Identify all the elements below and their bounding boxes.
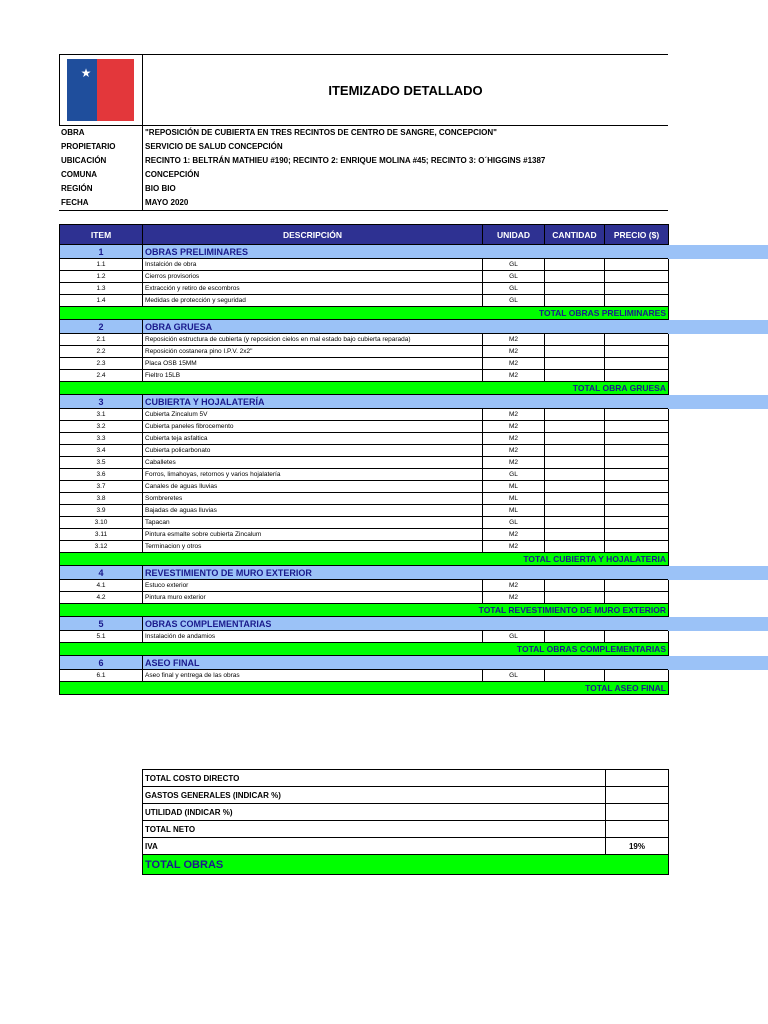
item-number: 3.1 (60, 409, 143, 421)
section-total-row (60, 382, 669, 395)
item-unit: GL (483, 271, 545, 283)
table-row (60, 493, 669, 505)
item-number: 3.5 (60, 457, 143, 469)
info-row (59, 182, 668, 196)
items-table (59, 224, 669, 695)
item-description: Tapacan (143, 517, 483, 529)
item-unit: GL (483, 283, 545, 295)
col-header-description: DESCRIPCIÓN (143, 225, 483, 245)
info-label: FECHA (61, 198, 89, 207)
item-quantity (545, 283, 605, 295)
item-description: Placa OSB 15MM (143, 358, 483, 370)
info-label: REGIÓN (61, 184, 93, 193)
item-quantity (545, 469, 605, 481)
item-unit: ML (483, 493, 545, 505)
summary-label: UTILIDAD (INDICAR %) (143, 804, 606, 821)
item-description: Sombreretes (143, 493, 483, 505)
item-price (605, 334, 669, 346)
summary-body (143, 770, 669, 875)
item-unit: M2 (483, 370, 545, 382)
item-number: 4.1 (60, 580, 143, 592)
title-box (142, 54, 668, 126)
item-number: 3.7 (60, 481, 143, 493)
col-header-price: PRECIO ($) (605, 225, 669, 245)
summary-label: GASTOS GENERALES (INDICAR %) (143, 787, 606, 804)
item-price (605, 481, 669, 493)
section-row-extension (668, 617, 768, 631)
item-unit: M2 (483, 529, 545, 541)
section-name: REVESTIMIENTO DE MURO EXTERIOR (143, 566, 669, 580)
item-unit: GL (483, 469, 545, 481)
item-price (605, 505, 669, 517)
info-value: CONCEPCIÓN (145, 170, 200, 179)
item-quantity (545, 631, 605, 643)
item-unit: GL (483, 631, 545, 643)
section-number: 4 (60, 566, 143, 580)
item-price (605, 529, 669, 541)
item-price (605, 631, 669, 643)
table-row (60, 529, 669, 541)
summary-row (143, 821, 669, 838)
section-row-extension (668, 395, 768, 409)
summary-label: TOTAL COSTO DIRECTO (143, 770, 606, 787)
item-quantity (545, 421, 605, 433)
info-row (59, 126, 668, 140)
summary-row (143, 770, 669, 787)
item-unit: M2 (483, 592, 545, 604)
section-total-row (60, 643, 669, 656)
info-bottom-border (59, 210, 668, 211)
item-unit: M2 (483, 445, 545, 457)
section-total-label: TOTAL CUBIERTA Y HOJALATERIA (60, 553, 669, 566)
summary-row (143, 787, 669, 804)
col-header-item: ITEM (60, 225, 143, 245)
item-description: Forros, limahoyas, retornos y varios hojalatería (143, 469, 483, 481)
table-row (60, 445, 669, 457)
section-total-label: TOTAL ASEO FINAL (60, 682, 669, 695)
item-unit: ML (483, 481, 545, 493)
info-label: UBICACIÓN (61, 156, 107, 165)
item-unit: M2 (483, 433, 545, 445)
summary-label: IVA (143, 838, 606, 855)
summary-value (606, 804, 669, 821)
item-quantity (545, 481, 605, 493)
info-value: RECINTO 1: BELTRÁN MATHIEU #190; RECINTO 2: ENRIQUE MOLINA #45; RECINTO 3: O´HIGGINS #1387 (145, 156, 546, 165)
section-row-extension (668, 245, 768, 259)
table-row (60, 457, 669, 469)
item-description: Cubierta policarbonato (143, 445, 483, 457)
item-description: Estuco exterior (143, 580, 483, 592)
item-number: 3.9 (60, 505, 143, 517)
grand-total-label: TOTAL OBRAS (143, 855, 669, 875)
section-total-label: TOTAL OBRA GRUESA (60, 382, 669, 395)
info-label: PROPIETARIO (61, 142, 116, 151)
summary-value (606, 821, 669, 838)
table-row (60, 295, 669, 307)
item-number: 1.4 (60, 295, 143, 307)
item-price (605, 370, 669, 382)
section-number: 2 (60, 320, 143, 334)
item-number: 1.2 (60, 271, 143, 283)
item-price (605, 409, 669, 421)
item-description: Bajadas de aguas lluvias (143, 505, 483, 517)
item-quantity (545, 358, 605, 370)
col-header-quantity: CANTIDAD (545, 225, 605, 245)
table-row (60, 346, 669, 358)
item-unit: M2 (483, 358, 545, 370)
item-quantity (545, 505, 605, 517)
item-description: Instalación de andamios (143, 631, 483, 643)
table-row (60, 469, 669, 481)
table-row (60, 283, 669, 295)
page-title: ITEMIZADO DETALLADO (328, 83, 483, 98)
info-label: COMUNA (61, 170, 97, 179)
section-total-row (60, 682, 669, 695)
section-name: OBRAS PRELIMINARES (143, 245, 669, 259)
item-price (605, 433, 669, 445)
section-number: 1 (60, 245, 143, 259)
table-row (60, 334, 669, 346)
table-row (60, 631, 669, 643)
summary-value: 19% (606, 838, 669, 855)
item-quantity (545, 346, 605, 358)
item-unit: M2 (483, 421, 545, 433)
item-unit: GL (483, 259, 545, 271)
item-description: Cierros provisorios (143, 271, 483, 283)
table-row (60, 259, 669, 271)
info-label: OBRA (61, 128, 85, 137)
item-number: 1.3 (60, 283, 143, 295)
item-quantity (545, 529, 605, 541)
item-unit: GL (483, 517, 545, 529)
item-price (605, 517, 669, 529)
info-value: SERVICIO DE SALUD CONCEPCIÓN (145, 142, 283, 151)
section-total-label: TOTAL REVESTIMIENTO DE MURO EXTERIOR (60, 604, 669, 617)
grand-total-row (143, 855, 669, 875)
item-number: 2.1 (60, 334, 143, 346)
info-divider (142, 126, 143, 210)
section-total-label: TOTAL OBRAS COMPLEMENTARIAS (60, 643, 669, 656)
table-row (60, 271, 669, 283)
item-number: 1.1 (60, 259, 143, 271)
item-price (605, 271, 669, 283)
item-number: 2.2 (60, 346, 143, 358)
section-total-label: TOTAL OBRAS PRELIMINARES (60, 307, 669, 320)
item-number: 3.8 (60, 493, 143, 505)
col-header-unit: UNIDAD (483, 225, 545, 245)
item-price (605, 580, 669, 592)
logo-text-line1: Gobierno (137, 65, 162, 71)
table-row (60, 409, 669, 421)
item-number: 4.2 (60, 592, 143, 604)
item-description: Cubierta paneles fibrocemento (143, 421, 483, 433)
item-number: 5.1 (60, 631, 143, 643)
item-quantity (545, 445, 605, 457)
items-table-body (60, 225, 669, 695)
item-quantity (545, 580, 605, 592)
item-price (605, 592, 669, 604)
item-price (605, 283, 669, 295)
item-number: 6.1 (60, 670, 143, 682)
item-quantity (545, 433, 605, 445)
section-name: CUBIERTA Y HOJALATERÍA (143, 395, 669, 409)
star-icon: ★ (80, 66, 92, 80)
summary-table (142, 769, 669, 875)
item-description: Cubierta Zincalum 5V (143, 409, 483, 421)
table-row (60, 517, 669, 529)
item-description: Aseo final y entrega de las obras (143, 670, 483, 682)
summary-value (606, 770, 669, 787)
item-unit: GL (483, 295, 545, 307)
logo-box (59, 54, 162, 126)
table-row (60, 592, 669, 604)
item-description: Medidas de protección y seguridad (143, 295, 483, 307)
item-quantity (545, 670, 605, 682)
item-unit: M2 (483, 580, 545, 592)
item-description: Pintura muro exterior (143, 592, 483, 604)
info-row (59, 196, 668, 210)
item-quantity (545, 271, 605, 283)
item-quantity (545, 259, 605, 271)
item-number: 3.12 (60, 541, 143, 553)
item-description: Terminacion y otros (143, 541, 483, 553)
section-row (60, 245, 669, 259)
item-price (605, 358, 669, 370)
section-row-extension (668, 656, 768, 670)
item-price (605, 259, 669, 271)
summary-label: TOTAL NETO (143, 821, 606, 838)
section-number: 5 (60, 617, 143, 631)
section-number: 6 (60, 656, 143, 670)
table-row (60, 670, 669, 682)
item-quantity (545, 409, 605, 421)
item-description: Extracción y retiro de escombros (143, 283, 483, 295)
item-quantity (545, 334, 605, 346)
item-number: 3.6 (60, 469, 143, 481)
item-unit: M2 (483, 346, 545, 358)
section-name: ASEO FINAL (143, 656, 669, 670)
item-description: Reposición estructura de cubierta (y reposicion cielos en mal estado bajo cubierta reparada) (143, 334, 483, 346)
section-total-row (60, 553, 669, 566)
item-description: Instalción de obra (143, 259, 483, 271)
item-price (605, 295, 669, 307)
logo-red-field (97, 59, 162, 121)
item-unit: M2 (483, 457, 545, 469)
item-number: 3.4 (60, 445, 143, 457)
item-quantity (545, 592, 605, 604)
section-row (60, 656, 669, 670)
item-description: Fieltro 15LB (143, 370, 483, 382)
item-price (605, 493, 669, 505)
section-total-row (60, 307, 669, 320)
item-description: Cubierta teja asfaltica (143, 433, 483, 445)
table-row (60, 541, 669, 553)
section-row-extension (668, 320, 768, 334)
item-number: 3.3 (60, 433, 143, 445)
item-description: Canales de aguas lluvias (143, 481, 483, 493)
summary-row (143, 838, 669, 855)
item-unit: M2 (483, 541, 545, 553)
table-row (60, 433, 669, 445)
item-number: 2.4 (60, 370, 143, 382)
table-row (60, 370, 669, 382)
info-value: BIO BIO (145, 184, 176, 193)
section-row (60, 617, 669, 631)
item-price (605, 541, 669, 553)
summary-value (606, 787, 669, 804)
item-quantity (545, 370, 605, 382)
table-row (60, 580, 669, 592)
logo-blue-field (67, 59, 97, 121)
item-number: 3.2 (60, 421, 143, 433)
table-header-row (60, 225, 669, 245)
table-row (60, 505, 669, 517)
summary-row (143, 804, 669, 821)
item-price (605, 457, 669, 469)
section-row (60, 320, 669, 334)
item-description: Reposición costanera pino I.P.V. 2x2" (143, 346, 483, 358)
item-unit: M2 (483, 334, 545, 346)
item-unit: GL (483, 670, 545, 682)
item-unit: ML (483, 505, 545, 517)
item-price (605, 469, 669, 481)
item-price (605, 346, 669, 358)
item-number: 3.11 (60, 529, 143, 541)
item-quantity (545, 541, 605, 553)
item-price (605, 421, 669, 433)
info-value: MAYO 2020 (145, 198, 189, 207)
table-row (60, 358, 669, 370)
section-name: OBRAS COMPLEMENTARIAS (143, 617, 669, 631)
info-value: "REPOSICIÓN DE CUBIERTA EN TRES RECINTOS DE CENTRO DE SANGRE, CONCEPCION" (145, 128, 497, 137)
section-row (60, 395, 669, 409)
section-row-extension (668, 566, 768, 580)
item-price (605, 670, 669, 682)
section-name: OBRA GRUESA (143, 320, 669, 334)
item-quantity (545, 493, 605, 505)
section-number: 3 (60, 395, 143, 409)
logo-text-line2: de Chile (137, 71, 160, 77)
section-row (60, 566, 669, 580)
item-quantity (545, 517, 605, 529)
item-number: 3.10 (60, 517, 143, 529)
item-description: Pintura esmalte sobre cubierta Zincalum (143, 529, 483, 541)
item-number: 2.3 (60, 358, 143, 370)
info-row (59, 168, 668, 182)
table-row (60, 421, 669, 433)
item-price (605, 445, 669, 457)
item-quantity (545, 457, 605, 469)
item-quantity (545, 295, 605, 307)
info-row (59, 140, 668, 154)
info-row (59, 154, 668, 168)
section-total-row (60, 604, 669, 617)
table-row (60, 481, 669, 493)
item-description: Caballetes (143, 457, 483, 469)
item-unit: M2 (483, 409, 545, 421)
